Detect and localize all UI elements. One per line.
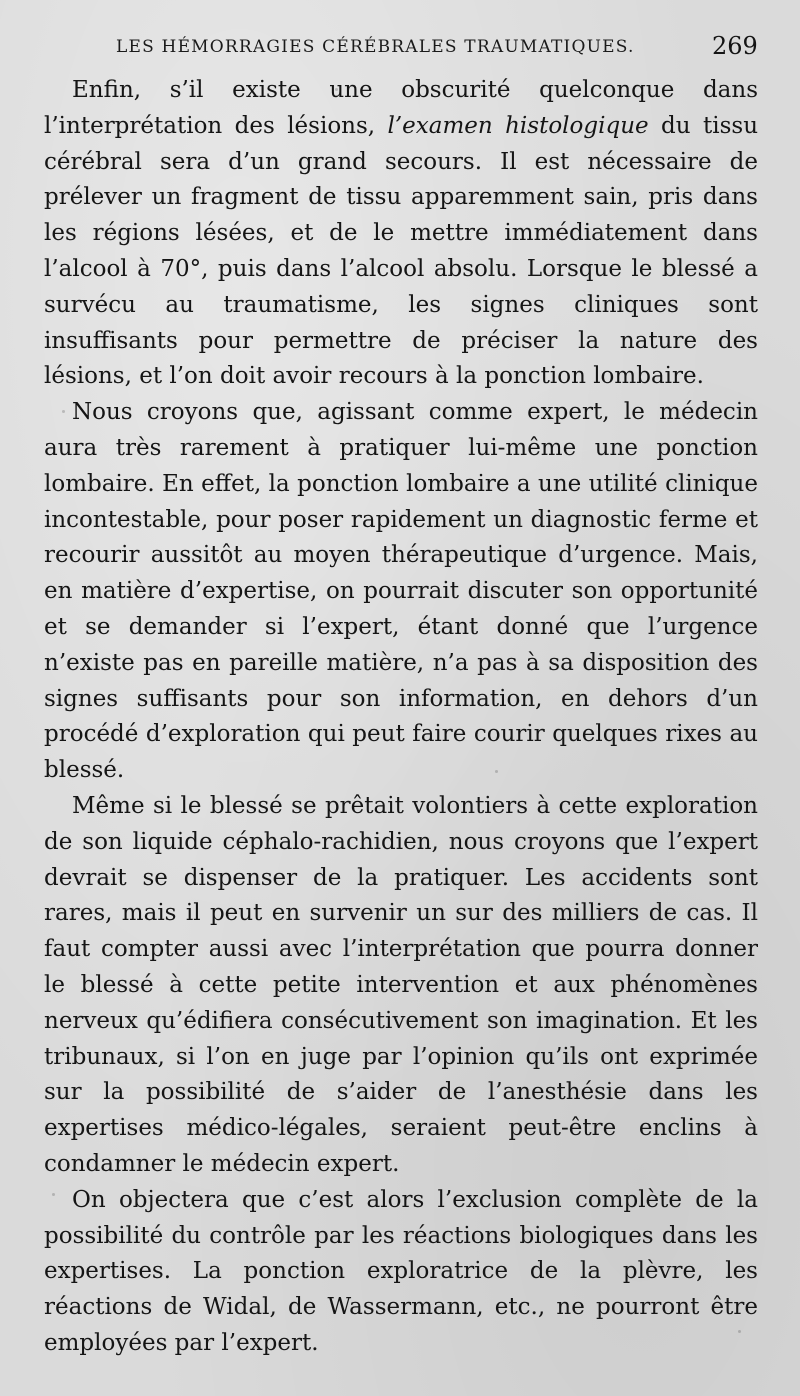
scan-speck xyxy=(495,770,498,773)
paragraph-3: Même si le blessé se prêtait volontiers à cette exploration de son liquide céphalo-rachidien, nous croyons que l’expert devrait se dispenser de la pratiquer. Les accidents sont rares, mais il peut en survenir un sur des milliers de cas. Il faut compter aussi avec l’interprétation que pourra donner le blessé à cette petite intervention et aux phénomènes nerveux qu’édifiera consécutivement son imagination. Et les tribunaux, si l’on en juge par l’opinion qu’ils ont exprimée sur la possibilité de s’aider de l’anesthésie dans les expertises médico-légales, seraient peut-être enclins à condamner le médecin expert. xyxy=(44,792,758,1177)
paragraph-1 xyxy=(44,73,758,395)
paragraph-1-start: Enfin, s’il existe une obscurité quelconque dans l’interprétation des lésions, xyxy=(44,77,758,139)
running-title: LES HÉMORRAGIES CÉRÉBRALES TRAUMATIQUES. xyxy=(116,37,635,57)
body-text xyxy=(44,73,758,1362)
paragraph-2: Nous croyons que, agissant comme expert, le médecin aura très rarement à pratiquer lui-même une ponction lombaire. En effet, la ponction lombaire a une utilité clinique incontestable, pour poser rapidement un diagnostic ferme et recourir aussitôt au moyen thérapeutique d’urgence. Mais, en matière d’expertise, on pourrait discuter son opportunité et se demander si l’expert, étant donné que l’urgence n’existe pas en pareille matière, n’a pas à sa disposition des signes suffisants pour son information, en dehors d’un procédé d’exploration qui peut faire courir quelques rixes au blessé. xyxy=(44,399,758,784)
scan-speck xyxy=(62,410,65,413)
scan-speck xyxy=(52,1193,55,1196)
page-number: 269 xyxy=(712,32,758,60)
paragraph-1-end: du tissu cérébral sera d’un grand secours. Il est nécessaire de prélever un fragment de tissu apparemment sain, pris dans les régions lésées, et de le mettre immédiatement dans l’alcool à 70°, puis dans l’alcool absolu. Lorsque le blessé a survécu au traumatisme, les signes cliniques sont insuffisants pour permettre de préciser la nature des lésions, et l’on doit avoir recours à la ponction lombaire. xyxy=(44,112,759,390)
page-header xyxy=(0,32,800,72)
paragraph-1-emphasis: l’examen histologique xyxy=(387,112,649,139)
scan-speck xyxy=(738,1330,741,1333)
paragraph-4: On objectera que c’est alors l’exclusion complète de la possibilité du contrôle par les réactions biologiques dans les expertises. La ponction exploratrice de la plèvre, les réactions de Widal, de Wassermann, etc., ne pourront être employées par l’expert. xyxy=(44,1186,758,1356)
scan-speck xyxy=(335,88,338,91)
